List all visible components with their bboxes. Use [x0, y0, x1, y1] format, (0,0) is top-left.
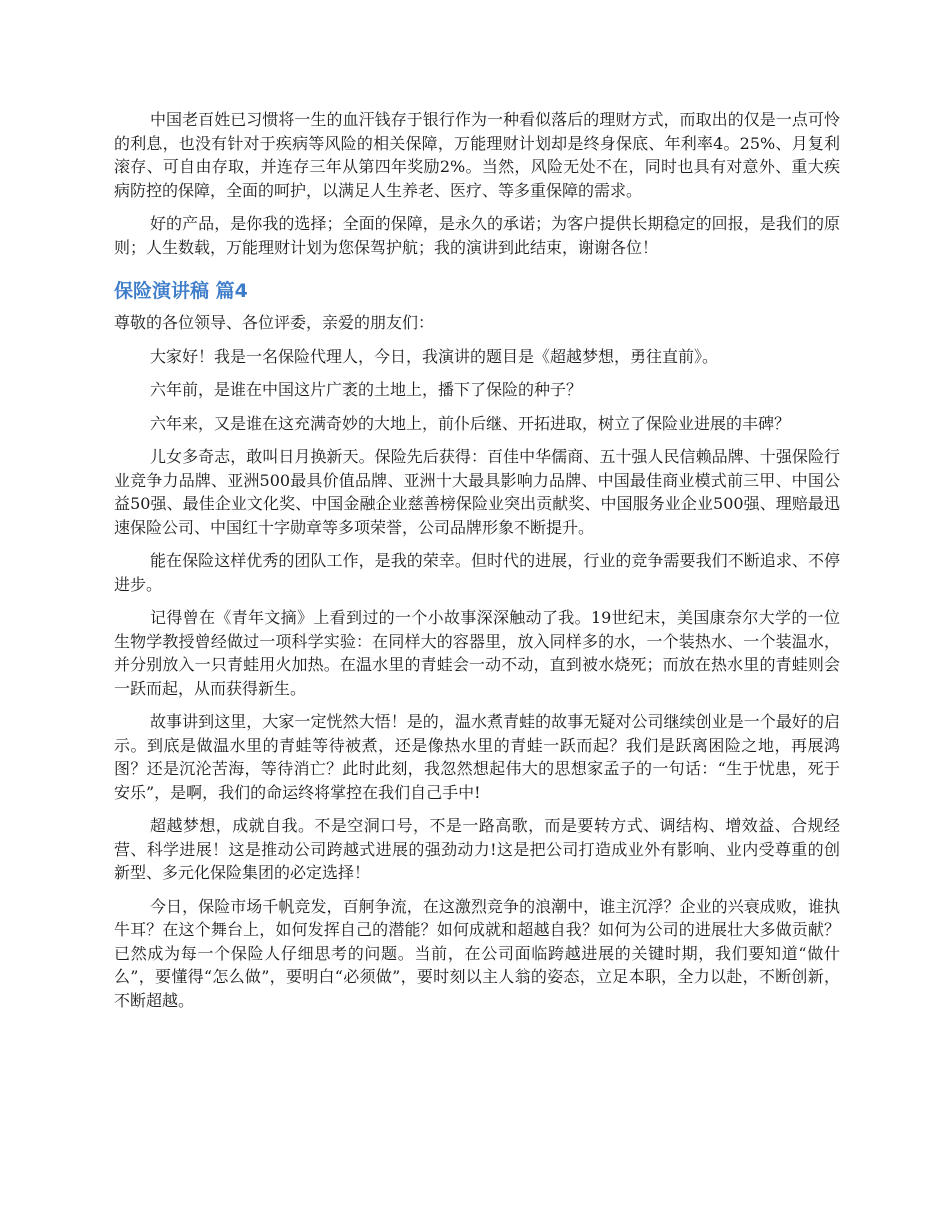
- paragraph: 记得曾在《青年文摘》上看到过的一个小故事深深触动了我。19世纪末，美国康奈尔大学的一位生物学教授曾经做过一项科学实验：在同样大的容器里，放入同样多的水，一个装热水、一个装温水，并分别放入一只青蛙用火加热。在温水里的青蛙会一动不动，直到被水烧死；而放在热水里的青蛙则会一跃而起，从而获得新生。: [114, 608, 840, 698]
- document-page: [114, 108, 840, 1022]
- section-heading: 保险演讲稿 篇4: [114, 280, 248, 302]
- paragraph: 大家好！我是一名保险代理人，今日，我演讲的题目是《超越梦想，勇往直前》。: [150, 346, 719, 366]
- greeting: 尊敬的各位领导、各位评委，亲爱的朋友们：: [114, 313, 435, 332]
- paragraph: 六年来，又是谁在这充满奇妙的大地上，前仆后继、开拓进取，树立了保险业进展的丰碑？: [150, 413, 791, 433]
- paragraph: 故事讲到这里，大家一定恍然大悟！是的，温水煮青蛙的故事无疑对公司继续创业是一个最好的启示。到底是做温水里的青蛙等待被煮，还是像热水里的青蛙一跃而起？我们是跃离困险之地，再展鸿图？还是沉沦苦海，等待消亡？此时此刻，我忽然想起伟大的思想家孟子的一句话：“生于忧患，死于安乐”，是啊，我们的命运终将掌控在我们自己手中!: [114, 712, 840, 802]
- paragraph: 儿女多奇志，敢叫日月换新天。保险先后获得：百佳中华儒商、五十强人民信赖品牌、十强保险行业竞争力品牌、亚洲500最具价值品牌、亚洲十大最具影响力品牌、中国最佳商业模式前三甲、中国公益50强、最佳企业文化奖、中国金融企业慈善榜保险业突出贡献奖、中国服务业企业500强、理赔最迅速保险公司、中国红十字勋章等多项荣誉，公司品牌形象不断提升。: [114, 447, 840, 537]
- paragraph: 六年前，是谁在中国这片广袤的土地上，播下了保险的种子？: [150, 380, 583, 399]
- paragraph: 中国老百姓已习惯将一生的血汗钱存于银行作为一种看似落后的理财方式，而取出的仅是一点可怜的利息，也没有针对于疾病等风险的相关保障，万能理财计划却是终身保底、年利率4。25%、月复利滚存、可自由存取，并连存三年从第四年奖励2%。当然，风险无处不在，同时也具有对意外、重大疾病防控的保障，全面的呵护，以满足人生养老、医疗、等多重保障的需求。: [114, 110, 840, 200]
- paragraph: 能在保险这样优秀的团队工作，是我的荣幸。但时代的进展，行业的竞争需要我们不断追求、不停进步。: [114, 551, 840, 594]
- paragraph: 超越梦想，成就自我。不是空洞口号，不是一路高歌，而是要转方式、调结构、增效益、合规经营、科学进展！这是推动公司跨越式进展的强劲动力!这是把公司打造成业外有影响、业内受尊重的创新型、多元化保险集团的必定选择！: [114, 816, 840, 882]
- paragraph: 好的产品，是你我的选择；全面的保障，是永久的承诺；为客户提供长期稳定的回报，是我们的原则；人生数载，万能理财计划为您保驾护航；我的演讲到此结束，谢谢各位！: [114, 214, 840, 257]
- paragraph: 今日，保险市场千帆竞发，百舸争流，在这激烈竞争的浪潮中，谁主沉浮？企业的兴衰成败，谁执牛耳？在这个舞台上，如何发挥自己的潜能？如何成就和超越自我？如何为公司的进展壮大多做贡献？已然成为每一个保险人仔细思考的问题。当前，在公司面临跨越进展的关键时期，我们要知道“做什么”，要懂得“怎么做”，要明白“必须做”，要时刻以主人翁的姿态，立足本职，全力以赴，不断创新，不断超越。: [114, 896, 840, 1010]
